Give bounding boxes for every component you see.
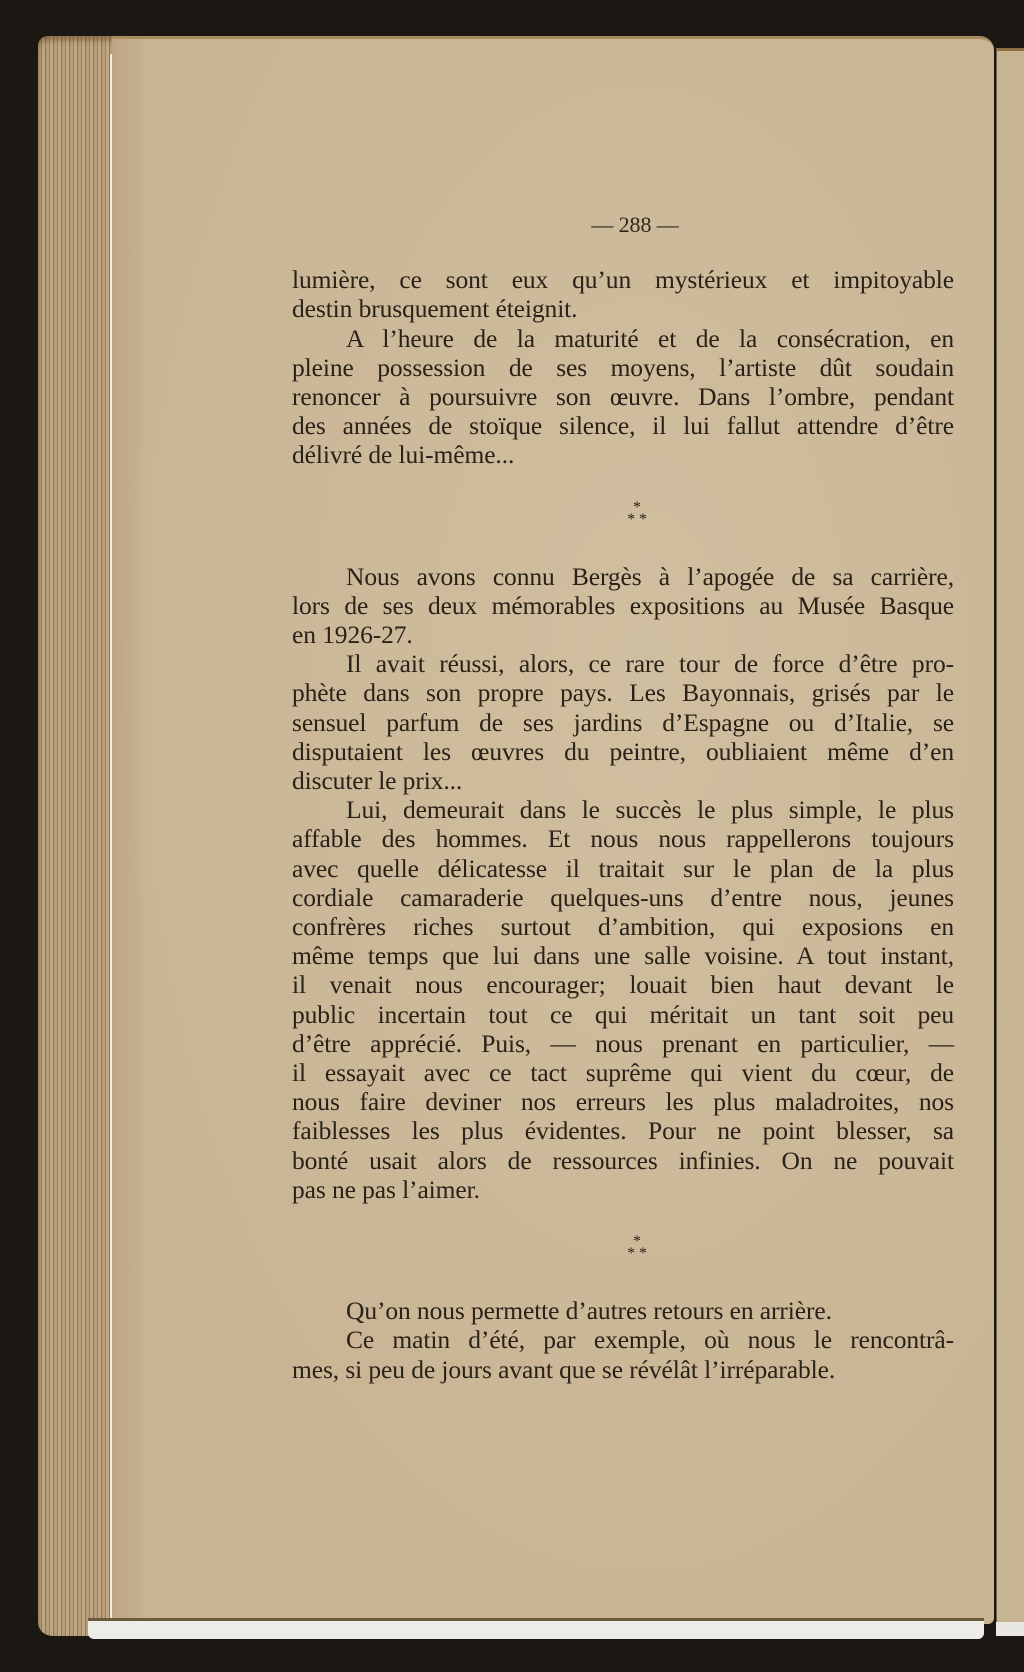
asterism-row: *	[633, 1233, 641, 1251]
text-line: des années de stoïque silence, il lui fallut attendre d’être	[292, 411, 954, 441]
text-line: confrères riches surtout d’ambition, qui exposions en	[292, 912, 954, 942]
paragraph	[292, 795, 954, 1204]
text-line: lumière, ce sont eux qu’un mystérieux et impitoyable	[292, 265, 954, 295]
asterism-row: * *	[627, 510, 647, 528]
text-line: Il avait réussi, alors, ce rare tour de force d’être pro-	[346, 649, 954, 679]
paragraph	[292, 324, 954, 470]
page-stack-edges	[38, 36, 118, 1636]
text-line: mes, si peu de jours avant que se révélât l’irréparable.	[292, 1354, 836, 1384]
text-line: A l’heure de la maturité et de la consécration, en	[346, 323, 954, 353]
asterism-row: *	[633, 498, 641, 516]
text-line: disputaient les œuvres du peintre, oubliaient même d’en	[292, 736, 954, 766]
text-line: pleine possession de ses moyens, l’artiste dût soudain	[292, 352, 954, 382]
section-asterism	[292, 1233, 954, 1263]
facing-page-edge	[996, 48, 1024, 1631]
text-line: discuter le prix...	[292, 766, 463, 796]
paragraph	[292, 649, 954, 795]
paragraph	[292, 1296, 954, 1325]
paragraph	[292, 265, 954, 323]
text-line: avec quelle délicatesse il traitait sur le plan de la plus	[292, 853, 954, 883]
text-line: bonté usait alors de ressources infinies. On ne pouvait	[292, 1145, 954, 1175]
text-line: destin brusquement éteignit.	[292, 294, 578, 324]
text-line: lors de ses deux mémorables expositions au Musée Basque	[292, 590, 954, 620]
text-line: Ce matin d’été, par exemple, où nous le rencontrâ-	[346, 1325, 954, 1355]
text-line: pas ne pas l’aimer.	[292, 1174, 480, 1204]
text-line: Nous avons connu Bergès à l’apogée de sa carrière,	[346, 561, 954, 591]
text-line: renoncer à poursuivre son œuvre. Dans l’ombre, pendant	[292, 382, 954, 412]
page-bottom-edge	[88, 1618, 984, 1639]
text-line: affable des hommes. Et nous nous rappellerons toujours	[292, 824, 954, 854]
text-line: il venait nous encourager; louait bien haut devant le	[292, 970, 954, 1000]
paragraph	[292, 562, 954, 650]
section-asterism	[292, 498, 954, 528]
page-text	[292, 210, 954, 1384]
facing-page-bottom-edge	[996, 1622, 1024, 1636]
page-content	[292, 265, 954, 1384]
text-line: cordiale camaraderie quelques-uns d’entre nous, jeunes	[292, 882, 954, 912]
text-line: Lui, demeurait dans le succès le plus simple, le plus	[346, 795, 954, 825]
text-line: public incertain tout ce qui méritait un tant soit peu	[292, 999, 954, 1029]
paragraph	[292, 1325, 954, 1383]
text-line: même temps que lui dans une salle voisine. A tout instant,	[292, 941, 954, 971]
text-line: phète dans son propre pays. Les Bayonnais, grisés par le	[292, 678, 954, 708]
text-line: en 1926-27.	[292, 620, 413, 650]
text-line: délivré de lui-même...	[292, 440, 515, 470]
text-line: Qu’on nous permette d’autres retours en arrière.	[346, 1296, 832, 1326]
text-line: faiblesses les plus évidentes. Pour ne point blesser, sa	[292, 1116, 954, 1146]
text-line: nous faire deviner nos erreurs les plus maladroites, nos	[292, 1087, 954, 1117]
text-line: il essayait avec ce tact suprême qui vient du cœur, de	[292, 1058, 954, 1088]
page-number: — 288 —	[591, 212, 679, 237]
text-line: d’être apprécié. Puis, — nous prenant en particulier, —	[292, 1028, 954, 1058]
text-line: sensuel parfum de ses jardins d’Espagne ou d’Italie, se	[292, 707, 954, 737]
asterism-row: * *	[627, 1245, 647, 1263]
